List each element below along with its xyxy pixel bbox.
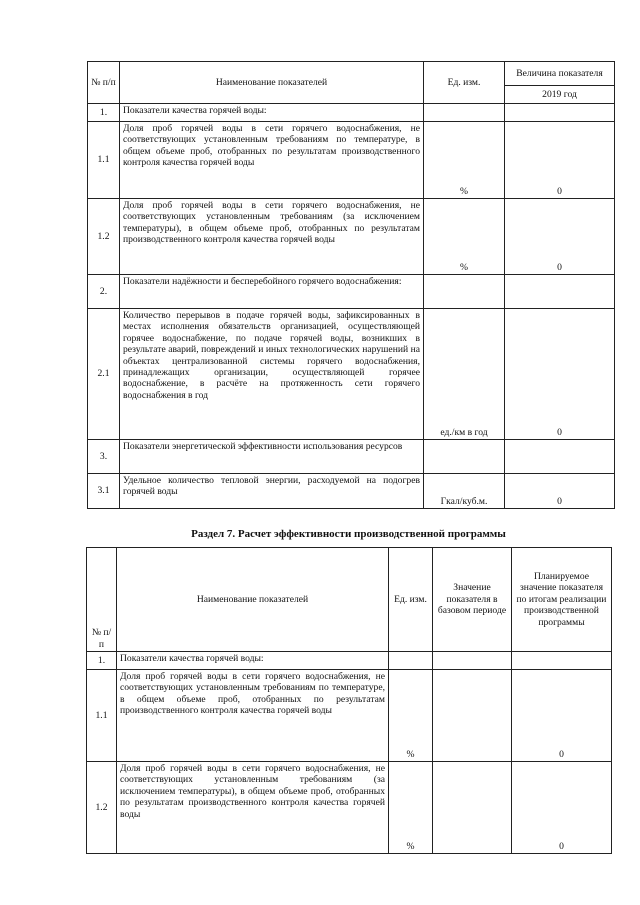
- header-unit: Ед. изм.: [389, 548, 433, 652]
- table-row: [88, 104, 615, 122]
- row-num: 1.1: [87, 670, 117, 762]
- row-value: 0: [505, 474, 615, 509]
- table-row: [88, 309, 615, 440]
- row-value: 0: [505, 309, 615, 440]
- table-row: [88, 199, 615, 275]
- header-name: Наименование показателей: [120, 62, 424, 104]
- row-num: 1.: [87, 652, 117, 670]
- row-unit: ед./км в год: [424, 309, 505, 440]
- section-title: Раздел 7. Расчет эффективности производственной программы: [191, 528, 506, 540]
- row-name: Доля проб горячей воды в сети горячего водоснабжения, не соответствующих установленным требованиям (за исключением температуры), в общем объеме проб, отобранных по результатам производственного контроля качества горячей воды: [117, 762, 389, 854]
- header-year: 2019 год: [505, 86, 615, 104]
- row-num: 2.1: [88, 309, 120, 440]
- row-unit: %: [389, 762, 433, 854]
- row-base: [433, 652, 512, 670]
- row-num: 3.: [88, 440, 120, 474]
- table-row: [87, 762, 612, 854]
- table-row: [88, 440, 615, 474]
- row-value: [505, 104, 615, 122]
- row-num: 1.2: [87, 762, 117, 854]
- row-name: Показатели качества горячей воды:: [117, 652, 389, 670]
- indicators-table: [87, 61, 615, 509]
- row-unit: [424, 275, 505, 309]
- header-num: № п/п: [88, 62, 120, 104]
- row-name: Показатели качества горячей воды:: [120, 104, 424, 122]
- row-name: Показатели надёжности и бесперебойного горячего водоснабжения:: [120, 275, 424, 309]
- table-row: [88, 275, 615, 309]
- row-planned: [512, 652, 612, 670]
- header-unit: Ед. изм.: [424, 62, 505, 104]
- row-name: Удельное количество тепловой энергии, расходуемой на подогрев горячей воды: [120, 474, 424, 509]
- row-unit: [389, 652, 433, 670]
- row-value: [505, 440, 615, 474]
- row-unit: [424, 440, 505, 474]
- row-num: 1.2: [88, 199, 120, 275]
- header-value-group: Величина показателя: [505, 62, 615, 86]
- row-planned: 0: [512, 762, 612, 854]
- table-row: [87, 670, 612, 762]
- row-unit: Гкал/куб.м.: [424, 474, 505, 509]
- row-name: Доля проб горячей воды в сети горячего водоснабжения, не соответствующих установленным требованиям (за исключением температуры), в общем объеме проб, отобранных по результатам производственного контроля качества горячей воды: [120, 199, 424, 275]
- header-base: Значение показателя в базовом периоде: [433, 548, 512, 652]
- row-num: 1.: [88, 104, 120, 122]
- row-unit: [424, 104, 505, 122]
- row-value: 0: [505, 122, 615, 199]
- row-name: Доля проб горячей воды в сети горячего водоснабжения, не соответствующих установленным требованиям по температуре, в общем объеме проб, отобранных по результатам производственного контроля качества горячей воды: [120, 122, 424, 199]
- row-num: 2.: [88, 275, 120, 309]
- row-base: [433, 670, 512, 762]
- header-name: Наименование показателей: [117, 548, 389, 652]
- row-base: [433, 762, 512, 854]
- row-name: Показатели энергетической эффективности использования ресурсов: [120, 440, 424, 474]
- row-unit: %: [424, 199, 505, 275]
- row-unit: %: [389, 670, 433, 762]
- row-value: [505, 275, 615, 309]
- header-num: № п/п: [87, 548, 117, 652]
- row-unit: %: [424, 122, 505, 199]
- header-planned: Планируемое значение показателя по итогам реализации производственной программы: [512, 548, 612, 652]
- table-row: [88, 122, 615, 199]
- table-row: [88, 474, 615, 509]
- row-name: Количество перерывов в подаче горячей воды, зафиксированных в местах исполнения обязательств организацией, осуществляющей горячее водоснабжение, по подаче горячей воды, возникших в результате аварий, повреждений и иных технологических нарушений на объектах централизованной системы горячего водоснабжения, принадлежащих организации, осуществляющей горячее водоснабжение, в расчёте на протяженность сети горячего водоснабжения в год: [120, 309, 424, 440]
- row-value: 0: [505, 199, 615, 275]
- table-row: [87, 652, 612, 670]
- row-name: Доля проб горячей воды в сети горячего водоснабжения, не соответствующих установленным требованиям по температуре, в общем объеме проб, отобранных по результатам производственного контроля качества горячей воды: [117, 670, 389, 762]
- row-num: 1.1: [88, 122, 120, 199]
- row-num: 3.1: [88, 474, 120, 509]
- row-planned: 0: [512, 670, 612, 762]
- efficiency-table: [86, 547, 612, 854]
